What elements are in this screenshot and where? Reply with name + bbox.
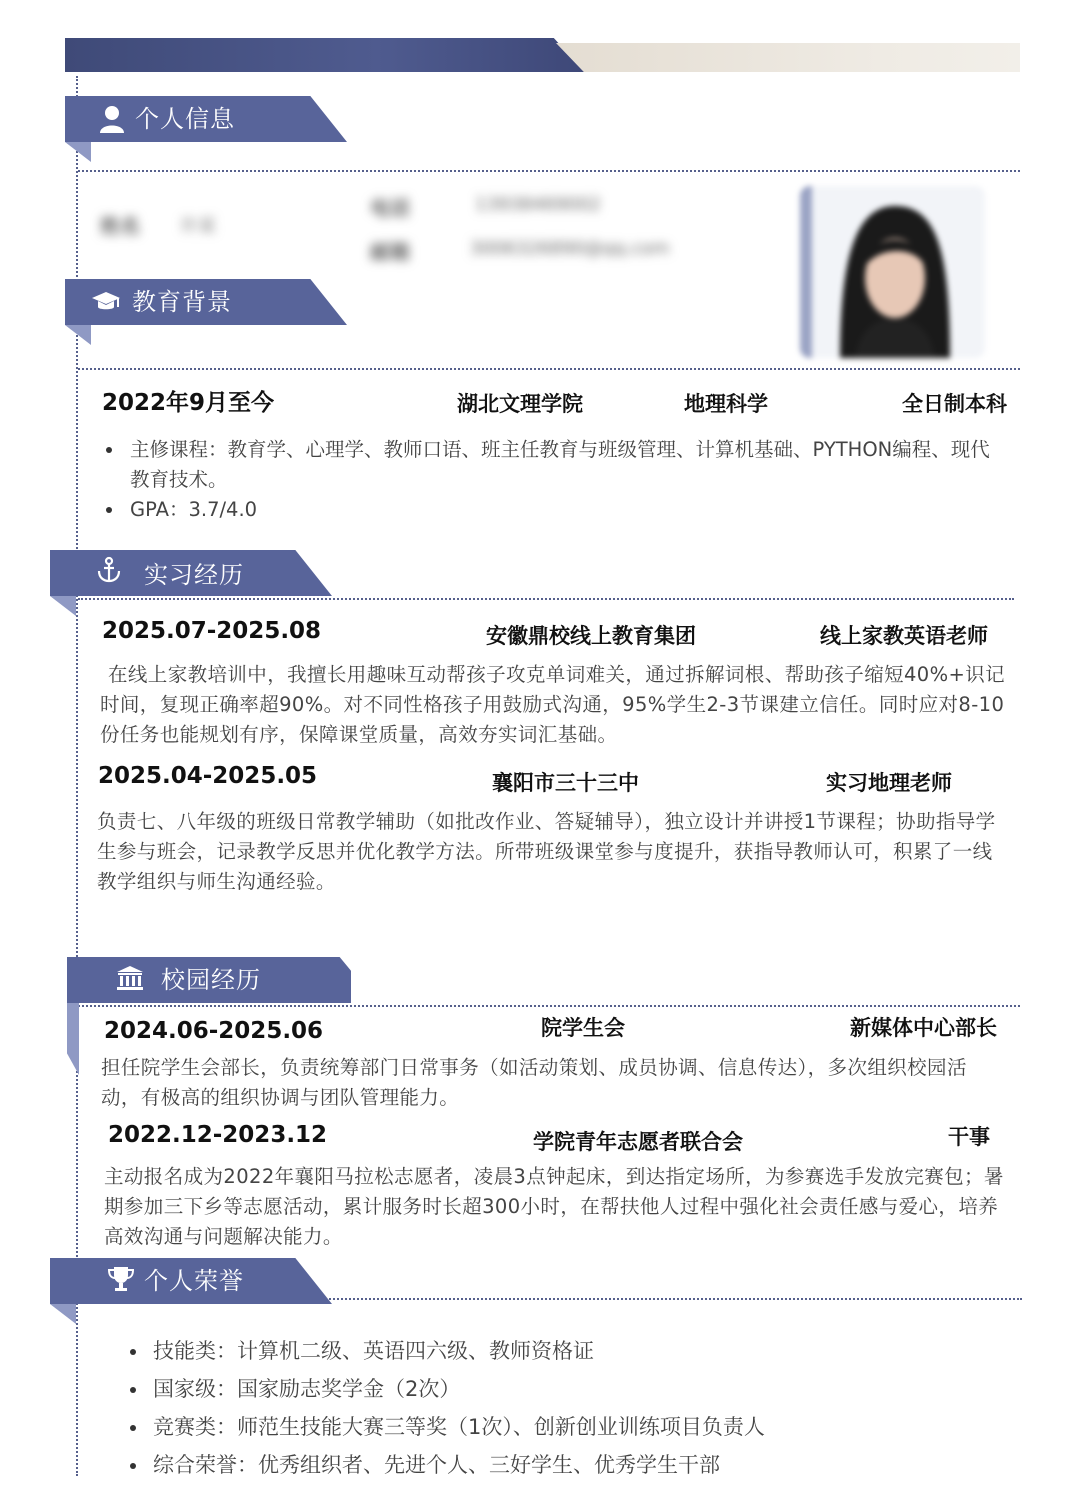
section-title: 实习经历 xyxy=(144,561,244,589)
anchor-icon xyxy=(94,555,124,585)
list-item: GPA：3.7/4.0 xyxy=(100,495,1000,525)
section-fold xyxy=(50,1304,76,1324)
campus-org: 学院青年志愿者联合会 xyxy=(533,1130,743,1154)
campus-org: 院学生会 xyxy=(541,1016,625,1040)
internship-org: 安徽鼎校线上教育集团 xyxy=(486,624,696,648)
internship-date: 2025.04-2025.05 xyxy=(98,763,318,789)
name-value: 许某 xyxy=(180,216,216,237)
section-title: 教育背景 xyxy=(132,288,232,316)
campus-date: 2022.12-2023.12 xyxy=(108,1122,328,1148)
campus-role: 新媒体中心部长 xyxy=(850,1016,997,1040)
bank-icon xyxy=(115,963,145,993)
internship-org: 襄阳市三十三中 xyxy=(492,771,639,795)
section-fold xyxy=(50,596,76,616)
list-item: 国家级：国家励志奖学金（2次） xyxy=(128,1370,1008,1408)
top-band-left xyxy=(65,38,585,72)
divider-internship xyxy=(78,598,1014,600)
education-degree: 全日制本科 xyxy=(902,392,1007,416)
internship-desc: 在线上家教培训中，我擅长用趣味互动帮孩子攻克单词难关，通过拆解词根、帮助孩子缩短40%+识记时间，复现正确率超90%。对不同性格孩子用鼓励式沟通，95%学生2-3节课建立信任。同时应对8-10份任务也能规划有序，保障课堂质量，高效夯实词汇基础。 xyxy=(100,663,1006,746)
list-item: 技能类：计算机二级、英语四六级、教师资格证 xyxy=(128,1332,1008,1370)
section-title: 个人荣誉 xyxy=(144,1267,244,1295)
trophy-icon xyxy=(106,1264,136,1294)
divider-education xyxy=(78,368,1020,370)
campus-desc: 主动报名成为2022年襄阳马拉松志愿者，凌晨3点钟起床，到达指定场所，为参赛选手发放完赛包；暑期参加三下乡等志愿活动，累计服务时长超300小时，在帮扶他人过程中强化社会责任感与爱心，培养高效沟通与问题解决能力。 xyxy=(104,1165,1004,1248)
list-item: 竞赛类：师范生技能大赛三等奖（1次）、创新创业训练项目负责人 xyxy=(128,1408,1008,1446)
divider-personal xyxy=(78,170,1020,172)
internship-role: 实习地理老师 xyxy=(826,771,952,795)
education-bullets xyxy=(100,435,1000,525)
profile-photo xyxy=(800,186,985,358)
campus-date: 2024.06-2025.06 xyxy=(104,1018,324,1044)
email-value: 3006326890@qq.com xyxy=(470,238,670,259)
education-school: 湖北文理学院 xyxy=(457,392,583,416)
education-date: 2022年9月至今 xyxy=(102,390,275,416)
email-label: 邮箱 xyxy=(370,240,410,264)
list-item: 综合荣誉：优秀组织者、先进个人、三好学生、优秀学生干部 xyxy=(128,1446,1008,1484)
section-title: 个人信息 xyxy=(135,105,235,133)
phone-value: 13938469002 xyxy=(475,194,601,215)
section-fold xyxy=(67,1003,79,1075)
section-title: 校园经历 xyxy=(161,966,261,994)
divider-campus xyxy=(78,1005,1020,1007)
list-item: 主修课程：教育学、心理学、教师口语、班主任教育与班级管理、计算机基础、PYTHON编程、现代教育技术。 xyxy=(100,435,1000,495)
name-label: 姓名 xyxy=(100,214,140,238)
campus-desc: 担任院学生会部长，负责统筹部门日常事务（如活动策划、成员协调、信息传达），多次组织校园活动，有极高的组织协调与团队管理能力。 xyxy=(101,1056,967,1109)
graduation-cap-icon xyxy=(91,287,121,317)
campus-role: 干事 xyxy=(948,1125,990,1149)
internship-role: 线上家教英语老师 xyxy=(820,624,988,648)
honors-list xyxy=(128,1332,1008,1484)
internship-desc: 负责七、八年级的班级日常教学辅助（如批改作业、答疑辅导），独立设计并讲授1节课程；协助指导学生参与班会，记录教学反思并优化教学方法。所带班级课堂参与度提升，获指导教师认可，积累了一线教学组织与师生沟通经验。 xyxy=(97,810,996,893)
person-icon xyxy=(97,104,127,134)
section-fold xyxy=(65,325,91,345)
section-fold xyxy=(65,142,91,162)
phone-label: 电话 xyxy=(370,196,410,220)
internship-date: 2025.07-2025.08 xyxy=(102,618,322,644)
top-band-right xyxy=(556,43,1020,72)
education-major: 地理科学 xyxy=(684,392,768,416)
